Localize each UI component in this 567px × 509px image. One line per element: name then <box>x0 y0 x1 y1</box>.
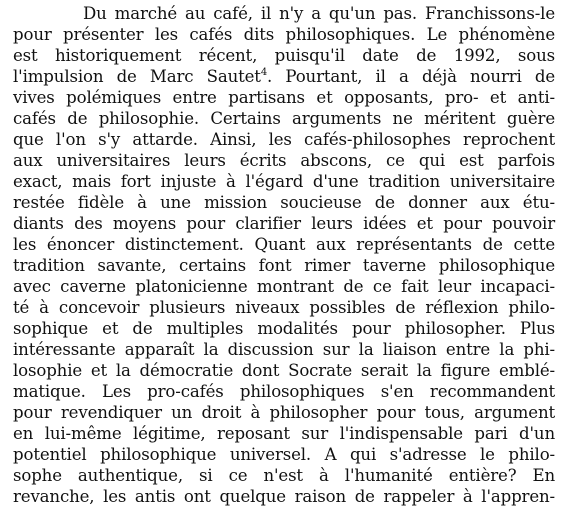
text-line: que l'on s'y attarde. Ainsi, les cafés-philosophes reprochent <box>13 130 555 149</box>
text-line: vives polémiques entre partisans et opposants, pro- et anti- <box>13 88 555 107</box>
text-line: est historiquement récent, puisqu'il date de 1992, sous <box>13 46 555 65</box>
document-page <box>13 0 555 506</box>
text-line: pour revendiquer un droit à philosopher pour tous, argument <box>13 403 555 422</box>
text-line: diants des moyens pour clarifier leurs idées et pour pouvoir <box>13 214 555 233</box>
text-line: en lui-même légitime, reposant sur l'indispensable pari d'un <box>13 424 555 443</box>
text-line: revanche, les antis ont quelque raison de rappeler à l'appren- <box>13 487 555 506</box>
text-line: té à concevoir plusieurs niveaux possibles de réflexion philo- <box>13 298 555 317</box>
text-line: sophique et de multiples modalités pour philosopher. Plus <box>13 319 555 338</box>
text-segment: l'impulsion de Marc Sautet <box>13 67 261 86</box>
text-line: potentiel philosophique universel. A qui s'adresse le philo- <box>13 445 555 464</box>
text-line: exact, mais fort injuste à l'égard d'une tradition universitaire <box>13 172 555 191</box>
text-line: restée fidèle à une mission soucieuse de donner aux étu- <box>13 193 555 212</box>
text-line: aux universitaires leurs écrits abscons, ce qui est parfois <box>13 151 555 170</box>
text-segment: . Pourtant, il a déjà nourri de <box>267 67 555 86</box>
text-line: sophe authentique, si ce n'est à l'humanité entière? En <box>13 466 555 485</box>
text-line: cafés de philosophie. Certains arguments ne méritent guère <box>13 109 555 128</box>
text-line: Du marché au café, il n'y a qu'un pas. Franchissons-le <box>83 4 555 23</box>
text-line: losophie et la démocratie dont Socrate serait la figure emblé- <box>13 361 555 380</box>
text-line: avec caverne platonicienne montrant de ce fait leur incapaci- <box>13 277 555 296</box>
footnote-marker: 4 <box>260 67 268 78</box>
text-line: tradition savante, certains font rimer taverne philosophique <box>13 256 555 275</box>
text-line: matique. Les pro-cafés philosophiques s'en recommandent <box>13 382 555 401</box>
text-line: pour présenter les cafés dits philosophiques. Le phénomène <box>13 25 555 44</box>
text-line: les énoncer distinctement. Quant aux représentants de cette <box>13 235 555 254</box>
text-line: intéressante apparaît la discussion sur la liaison entre la phi- <box>13 340 555 359</box>
